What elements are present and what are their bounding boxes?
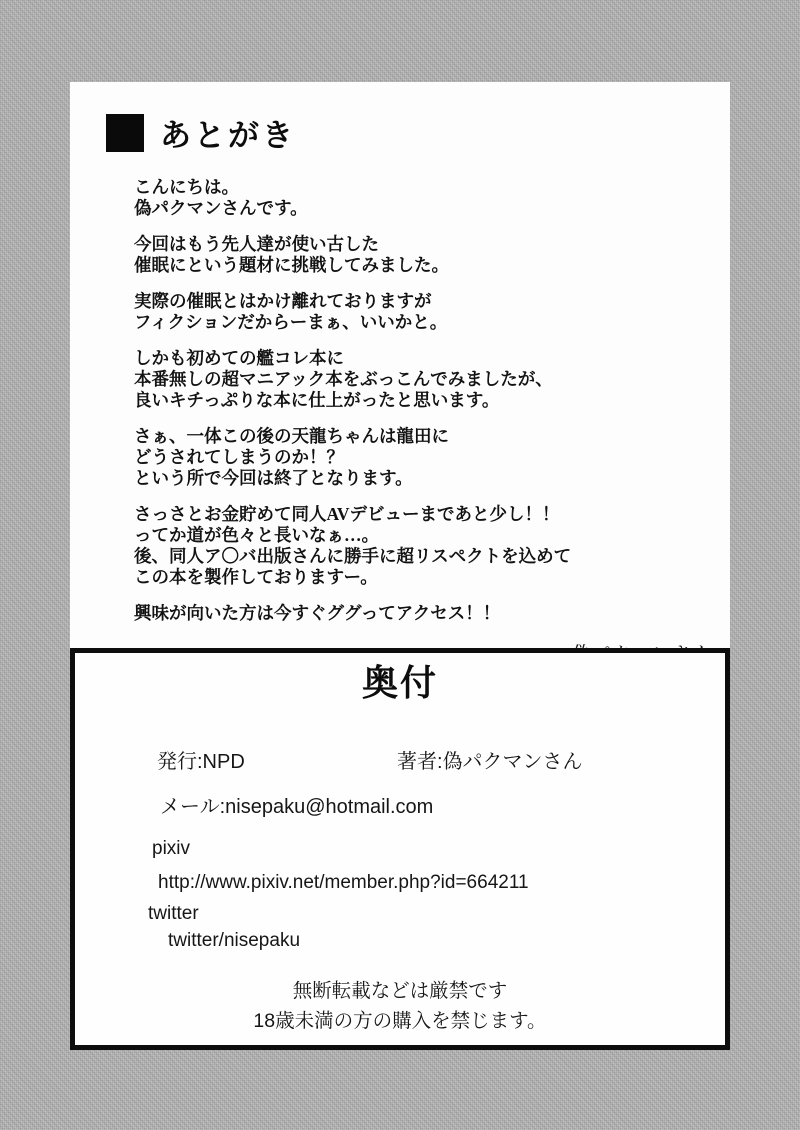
afterword-text-line: ってか道が色々と長いなぁ…。 [134,525,379,545]
afterword-text-line: この本を製作しておりますー。 [134,567,378,587]
twitter-label: twitter [148,903,199,924]
afterword-paragraph [134,348,710,411]
colophon-inner [75,653,725,1045]
afterword-text-line: 後、同人ア〇バ出版さんに勝手に超リスペクトを込めて [134,546,572,566]
notice-line-age-restriction: 18歳未満の方の購入を禁じます。 [253,1010,547,1032]
afterword-paragraph [134,177,710,219]
pixiv-label: pixiv [152,838,191,859]
afterword-heading [70,82,730,155]
afterword-text-line: 実際の催眠とはかけ離れておりますが [134,291,432,311]
author-label: 著者:偽パクマンさん [397,751,583,773]
afterword-text-line: さぁ、一体この後の天龍ちゃんは龍田に [134,426,449,446]
afterword-text-line: 本番無しの超マニアック本をぶっこんでみましたが、 [134,369,553,389]
afterword-text-line: さっさとお金貯めて同人AVデビューまであと少し！！ [134,504,560,524]
afterword-text-line: フィクションだからーまぁ、いいかと。 [134,312,448,332]
afterword-title: あとがき [160,118,296,153]
colophon-title: 奥付 [361,662,438,703]
afterword-text-line: 今回はもう先人達が使い古した [134,234,379,254]
notice-line-no-reprint: 無断転載などは厳禁です [292,980,508,1002]
black-square-bullet-icon [106,114,144,152]
afterword-paragraph [134,291,710,333]
afterword-page [70,82,730,648]
afterword-text-line: しかも初めての艦コレ本に [134,348,344,368]
afterword-text-line: 偽パクマンさんです。 [134,198,308,218]
afterword-paragraph [134,234,710,276]
reprint-notice [75,976,725,1036]
afterword-text-line: 興味が向いた方は今すぐググってアクセス！！ [134,603,501,623]
afterword-body [134,177,710,624]
afterword-text-line: こんにちは。 [134,177,239,197]
afterword-text-line: どうされてしまうのか！？ [134,447,344,467]
colophon-box [70,648,730,1050]
email-label: メール:nisepaku@hotmail.com [160,796,434,818]
afterword-paragraph [134,603,710,624]
afterword-paragraph [134,504,710,588]
afterword-paragraph [134,426,710,489]
afterword-text-line: という所で今回は終了となります。 [134,468,413,488]
publisher-label: 発行:NPD [157,751,245,773]
afterword-text-line: 良いキチっぷりな本に仕上がったと思います。 [134,390,500,410]
afterword-text-line: 催眠にという題材に挑戦してみました。 [134,255,449,275]
pixiv-url-text: http://www.pixiv.net/member.php?id=664211 [158,872,529,893]
twitter-handle-text: twitter/nisepaku [168,930,301,951]
